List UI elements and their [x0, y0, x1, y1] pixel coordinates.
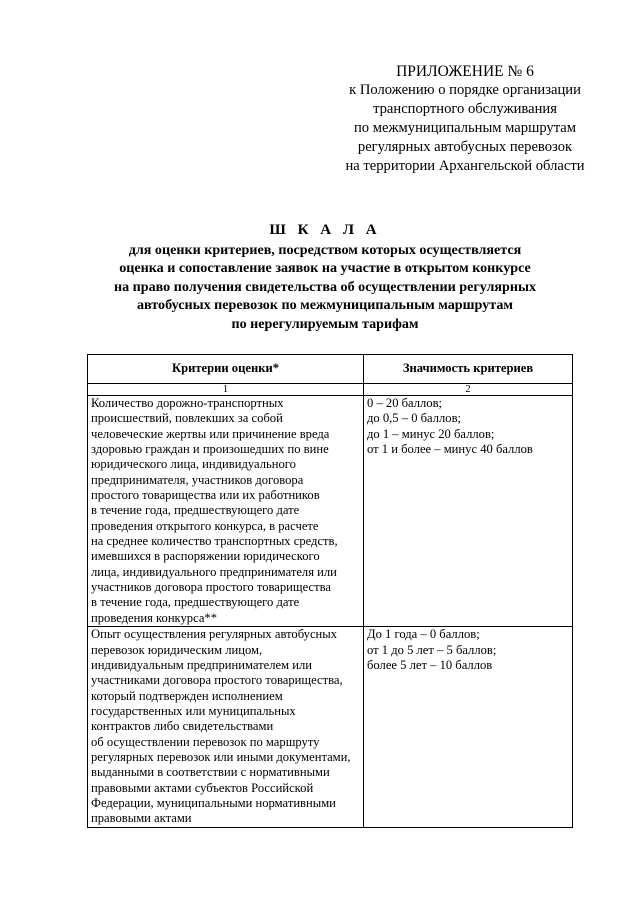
appendix-line: к Положению о порядке организации [349, 82, 581, 98]
significance-line: до 1 – минус 20 баллов; [367, 426, 495, 441]
criterion-line: участников договора простого товарищества [91, 580, 331, 595]
criterion-line: Федерации, муниципальными нормативными [91, 795, 336, 810]
criterion-line: об осуществлении перевозок по маршруту [91, 734, 320, 749]
appendix-line: по межмуниципальным маршрутам [354, 120, 576, 136]
criterion-line: правовыми актами [91, 811, 192, 826]
appendix-header [300, 62, 630, 176]
appendix-line: на территории Архангельской области [345, 158, 585, 174]
title-line: на право получения свидетельства об осуществлении регулярных [113, 278, 537, 295]
criterion-line: юридического лица, индивидуального [91, 457, 296, 472]
criterion-line: который подтвержден исполнением [91, 688, 283, 703]
table-row [88, 627, 573, 827]
appendix-line: транспортного обслуживания [373, 101, 557, 117]
significance-line: от 1 до 5 лет – 5 баллов; [367, 642, 497, 657]
column-number-row [88, 384, 573, 396]
header-significance: Значимость критериев [364, 355, 573, 384]
criterion-line: проведения открытого конкурса, в расчете [91, 518, 319, 533]
criterion-line: участниками договора простого товарищества, [91, 673, 343, 688]
criterion-line: правовыми актами субъектов Российской [91, 780, 314, 795]
criteria-table [87, 354, 573, 828]
significance-line: от 1 и более – минус 40 баллов [367, 442, 533, 457]
column-number: 1 [88, 384, 364, 396]
criterion-cell [88, 627, 364, 827]
title-line: для оценки критериев, посредством которых осуществляется [128, 241, 522, 258]
criterion-line: простого товарищества или их работников [91, 488, 320, 503]
appendix-heading: ПРИЛОЖЕНИЕ № 6 [396, 63, 534, 80]
criterion-line: перевозок юридическим лицом, [91, 642, 263, 657]
criterion-line: в течение года, предшествующего дате [91, 503, 300, 518]
document-title [80, 221, 570, 334]
significance-line: более 5 лет – 10 баллов [367, 657, 493, 672]
criterion-line: регулярных перевозок или иными документами, [91, 749, 351, 764]
criterion-line: происшествий, повлекших за собой [91, 411, 283, 426]
criterion-line: государственных или муниципальных [91, 703, 296, 718]
significance-cell [364, 627, 573, 827]
criterion-line: проведения конкурса** [91, 610, 218, 625]
title-line: по нерегулируемым тарифам [231, 315, 419, 332]
criterion-line: выданными в соответствии с нормативными [91, 765, 330, 780]
significance-line: 0 – 20 баллов; [367, 396, 443, 410]
criterion-line: имевшихся в распоряжении юридического [91, 549, 320, 564]
significance-line: до 0,5 – 0 баллов; [367, 411, 462, 426]
criterion-line: человеческие жертвы или причинение вреда [91, 426, 330, 441]
criterion-line: на среднее количество транспортных средств, [91, 534, 338, 549]
criterion-line: контрактов либо свидетельствами [91, 719, 274, 734]
criterion-line: лица, индивидуального предпринимателя или [91, 564, 337, 579]
table-row [88, 396, 573, 627]
significance-cell [364, 396, 573, 627]
criterion-cell [88, 396, 364, 627]
header-criteria: Критерии оценки* [88, 355, 364, 384]
criterion-line: здоровью граждан и произошедших по вине [91, 442, 329, 457]
criterion-line: в течение года, предшествующего дате [91, 595, 300, 610]
criterion-line: Количество дорожно-транспортных [91, 396, 284, 410]
criterion-line: индивидуальным предпринимателем или [91, 657, 313, 672]
table-header-row [88, 355, 573, 384]
title-line: автобусных перевозок по межмуниципальным маршрутам [137, 297, 513, 314]
title-scale-word: Ш К А Л А [269, 222, 381, 238]
appendix-line: регулярных автобусных перевозок [357, 139, 573, 155]
criterion-line: предпринимателя, участников договора [91, 472, 304, 487]
column-number: 2 [364, 384, 573, 396]
criterion-line: Опыт осуществления регулярных автобусных [91, 627, 338, 642]
title-line: оценка и сопоставление заявок на участие в открытом конкурсе [119, 260, 531, 277]
significance-line: До 1 года – 0 баллов; [367, 627, 480, 642]
